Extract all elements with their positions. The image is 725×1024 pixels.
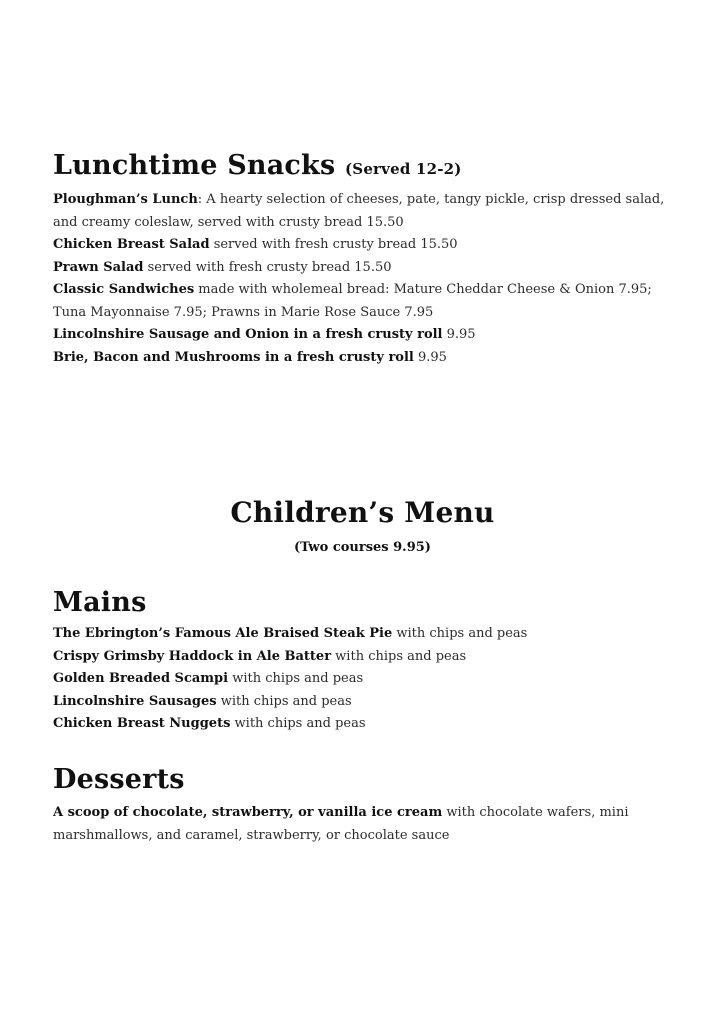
menu-item-name: Chicken Breast Salad: [53, 237, 210, 252]
menu-item: [53, 623, 673, 646]
menu-item-desc: made with wholemeal bread: Mature Cheddar Cheese & Onion 7.95; Tuna Mayonnaise 7.95; Prawns in Marie Rose Sauce 7.95: [53, 282, 652, 320]
menu-item-desc: with chips and peas: [230, 716, 366, 731]
desserts-title: Desserts: [53, 764, 185, 795]
lunchtime-heading: [53, 150, 462, 181]
menu-item-desc: served with fresh crusty bread 15.50: [209, 237, 458, 252]
menu-item-name: Prawn Salad: [53, 259, 144, 275]
childrens-menu-subtitle: (Two courses 9.95): [294, 540, 431, 555]
lunchtime-title: Lunchtime Snacks: [53, 150, 336, 181]
menu-item: [53, 646, 673, 669]
menu-item: [53, 279, 673, 324]
menu-item: [53, 802, 673, 847]
lunchtime-items: [53, 189, 673, 369]
menu-item-name: Crispy Grimsby Haddock in Ale Batter: [53, 648, 332, 664]
lunchtime-served-note: (Served 12-2): [344, 160, 462, 178]
menu-item-name: Classic Sandwiches: [53, 282, 195, 297]
menu-item-desc: served with fresh crusty bread 15.50: [143, 259, 392, 275]
menu-item-name: Lincolnshire Sausage and Onion in a fresh crusty roll: [53, 327, 443, 342]
menu-item-name: The Ebrington’s Famous Ale Braised Steak Pie: [53, 626, 393, 641]
menu-item-name: Golden Breaded Scampi: [53, 671, 229, 686]
childrens-menu-title: Children’s Menu: [230, 496, 495, 529]
menu-item-name: Chicken Breast Nuggets: [53, 716, 231, 731]
menu-item: [53, 668, 673, 691]
mains-title: Mains: [53, 587, 147, 618]
menu-item-name: Brie, Bacon and Mushrooms in a fresh crusty roll: [53, 349, 414, 365]
desserts-items: [53, 802, 673, 847]
menu-item: [53, 324, 673, 347]
menu-item-desc: 9.95: [442, 327, 476, 342]
menu-item-name: Lincolnshire Sausages: [53, 693, 217, 709]
menu-item: [53, 691, 673, 714]
menu-item: [53, 257, 673, 280]
menu-item: [53, 713, 673, 736]
menu-item-desc: with chips and peas: [392, 626, 528, 641]
menu-item: [53, 347, 673, 370]
menu-item: [53, 189, 673, 234]
menu-item-desc: 9.95: [413, 349, 447, 365]
menu-item-name: A scoop of chocolate, strawberry, or vanilla ice cream: [53, 805, 443, 820]
menu-item-name: Ploughman’s Lunch: [53, 192, 198, 207]
mains-items: [53, 623, 673, 736]
menu-item-desc: with chips and peas: [216, 693, 352, 709]
menu-item-desc: with chocolate wafers, mini marshmallows, and caramel, strawberry, or chocolate sauce: [53, 805, 629, 843]
menu-item: [53, 234, 673, 257]
menu-item-desc: with chips and peas: [331, 648, 467, 664]
menu-item-desc: with chips and peas: [228, 671, 364, 686]
menu-item-desc: : A hearty selection of cheeses, pate, tangy pickle, crisp dressed salad, and creamy coleslaw, served with crusty bread 15.50: [53, 192, 665, 230]
